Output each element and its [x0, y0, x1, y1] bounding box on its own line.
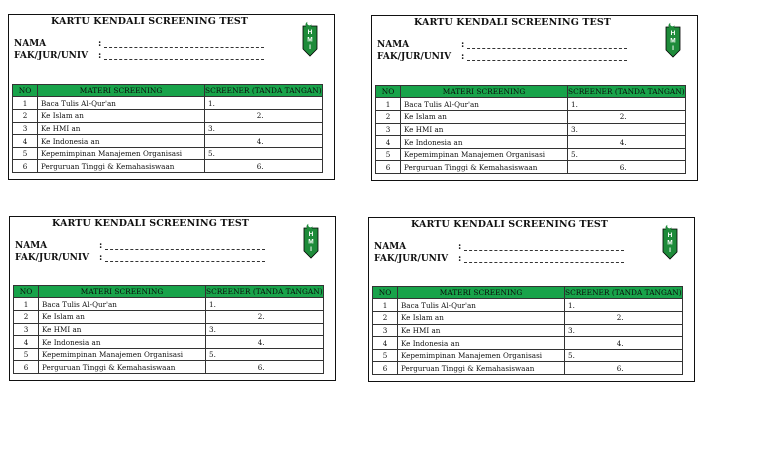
- header-no: NO: [373, 287, 398, 299]
- card-title: KARTU KENDALI SCREENING TEST: [51, 16, 248, 27]
- table-row: [373, 349, 683, 362]
- row-material: Perguruan Tinggi & Kemahasiswaan: [398, 362, 565, 375]
- header-screener: SCREENER (TANDA TANGAN): [205, 86, 322, 96]
- row-screener-signature[interactable]: 3.: [568, 123, 686, 136]
- table-row: [14, 311, 324, 324]
- table-row: [14, 348, 324, 361]
- header-material: MATERI SCREENING: [398, 287, 565, 299]
- faculty-label: FAK/JUR/UNIV: [15, 253, 90, 263]
- table-row: [14, 361, 324, 374]
- row-number: 1: [13, 97, 38, 110]
- table-header-row: [376, 86, 686, 98]
- row-screener-signature[interactable]: 2.: [568, 111, 686, 124]
- screening-table: [372, 286, 683, 375]
- row-number: 6: [376, 161, 401, 174]
- logo-letter-h: H: [307, 29, 313, 36]
- name-blank-line[interactable]: [467, 48, 627, 49]
- row-number: 3: [373, 324, 398, 337]
- table-row: [373, 324, 683, 337]
- row-number: 6: [14, 361, 39, 374]
- row-number: 6: [13, 160, 38, 173]
- faculty-colon: :: [458, 254, 462, 264]
- row-screener-signature[interactable]: 2.: [205, 110, 323, 123]
- card-title: KARTU KENDALI SCREENING TEST: [414, 17, 611, 28]
- table-row: [376, 98, 686, 111]
- row-material: Kepemimpinan Manajemen Organisasi: [39, 348, 206, 361]
- name-blank-line[interactable]: [104, 47, 264, 48]
- row-material: Ke HMI an: [39, 323, 206, 336]
- logo-letter-m: M: [667, 239, 673, 247]
- row-material: Ke Indonesia an: [39, 336, 206, 349]
- logo-letter-m: M: [308, 238, 314, 246]
- row-screener-signature[interactable]: 5.: [565, 349, 683, 362]
- name-field: [377, 40, 465, 50]
- row-screener-signature[interactable]: 3.: [205, 122, 323, 135]
- table-row: [373, 299, 683, 312]
- hmi-logo-icon: [303, 223, 319, 259]
- row-screener-signature[interactable]: 5.: [205, 147, 323, 160]
- row-screener-signature[interactable]: 2.: [565, 312, 683, 325]
- row-material: Baca Tulis Al-Qur'an: [39, 298, 206, 311]
- header-screener: SCREENER (TANDA TANGAN): [565, 288, 682, 298]
- table-header-row: [373, 287, 683, 299]
- name-field: [374, 242, 462, 252]
- name-label: NAMA: [15, 241, 48, 251]
- name-colon: :: [98, 39, 102, 49]
- row-material: Ke HMI an: [38, 122, 205, 135]
- row-material: Baca Tulis Al-Qur'an: [401, 98, 568, 111]
- row-screener-signature[interactable]: 6.: [206, 361, 324, 374]
- name-colon: :: [458, 242, 462, 252]
- row-screener-signature[interactable]: 5.: [568, 148, 686, 161]
- row-material: Perguruan Tinggi & Kemahasiswaan: [38, 160, 205, 173]
- row-material: Perguruan Tinggi & Kemahasiswaan: [39, 361, 206, 374]
- card-title: KARTU KENDALI SCREENING TEST: [411, 219, 608, 230]
- row-material: Kepemimpinan Manajemen Organisasi: [38, 147, 205, 160]
- header-material: MATERI SCREENING: [401, 86, 568, 98]
- table-row: [373, 362, 683, 375]
- row-material: Ke Islam an: [38, 110, 205, 123]
- row-number: 1: [376, 98, 401, 111]
- name-label: NAMA: [374, 242, 407, 252]
- logo-letter-i: I: [310, 246, 312, 253]
- row-number: 5: [373, 349, 398, 362]
- hmi-logo-icon: [665, 22, 681, 58]
- logo-letter-m: M: [670, 37, 676, 45]
- row-number: 2: [13, 110, 38, 123]
- row-number: 2: [376, 111, 401, 124]
- screening-card-3: [9, 216, 336, 381]
- header-screener: SCREENER (TANDA TANGAN): [206, 287, 323, 297]
- row-screener-signature[interactable]: 6.: [205, 160, 323, 173]
- row-material: Baca Tulis Al-Qur'an: [398, 299, 565, 312]
- table-row: [13, 147, 323, 160]
- row-number: 5: [376, 148, 401, 161]
- row-material: Perguruan Tinggi & Kemahasiswaan: [401, 161, 568, 174]
- row-screener-signature[interactable]: 6.: [565, 362, 683, 375]
- header-material: MATERI SCREENING: [38, 85, 205, 97]
- row-number: 6: [373, 362, 398, 375]
- row-number: 4: [13, 135, 38, 148]
- name-blank-line[interactable]: [105, 249, 265, 250]
- row-material: Kepemimpinan Manajemen Organisasi: [401, 148, 568, 161]
- table-row: [376, 161, 686, 174]
- screening-table: [375, 85, 686, 174]
- table-row: [376, 111, 686, 124]
- screening-card-1: [8, 14, 335, 180]
- table-row: [373, 337, 683, 350]
- screening-card-2: [371, 15, 698, 181]
- row-screener-signature[interactable]: 1.: [206, 298, 324, 311]
- table-row: [376, 136, 686, 149]
- row-number: 3: [13, 122, 38, 135]
- table-row: [14, 298, 324, 311]
- row-material: Ke Indonesia an: [398, 337, 565, 350]
- faculty-colon: :: [98, 51, 102, 61]
- faculty-field: [14, 51, 102, 61]
- header-no: NO: [14, 286, 39, 298]
- card-title: KARTU KENDALI SCREENING TEST: [52, 218, 249, 229]
- faculty-colon: :: [99, 253, 103, 263]
- table-row: [13, 135, 323, 148]
- row-number: 5: [13, 147, 38, 160]
- table-header-row: [13, 85, 323, 97]
- row-screener-signature[interactable]: 3.: [206, 323, 324, 336]
- screening-table: [13, 285, 324, 374]
- row-number: 5: [14, 348, 39, 361]
- name-colon: :: [99, 241, 103, 251]
- logo-letter-h: H: [308, 231, 314, 238]
- row-screener-signature[interactable]: 4.: [565, 337, 683, 350]
- header-material: MATERI SCREENING: [39, 286, 206, 298]
- row-material: Ke Islam an: [39, 311, 206, 324]
- name-label: NAMA: [377, 40, 410, 50]
- hmi-logo-icon: [302, 21, 318, 57]
- row-screener-signature[interactable]: 5.: [206, 348, 324, 361]
- table-row: [13, 110, 323, 123]
- row-number: 4: [14, 336, 39, 349]
- faculty-label: FAK/JUR/UNIV: [374, 254, 449, 264]
- table-header-row: [14, 286, 324, 298]
- screening-table: [12, 84, 323, 173]
- row-material: Baca Tulis Al-Qur'an: [38, 97, 205, 110]
- row-number: 3: [14, 323, 39, 336]
- row-number: 1: [373, 299, 398, 312]
- table-row: [13, 122, 323, 135]
- faculty-colon: :: [461, 52, 465, 62]
- table-row: [373, 312, 683, 325]
- faculty-label: FAK/JUR/UNIV: [377, 52, 452, 62]
- hmi-logo-icon: [662, 224, 678, 260]
- table-row: [13, 160, 323, 173]
- row-screener-signature[interactable]: 1.: [568, 98, 686, 111]
- row-number: 2: [373, 312, 398, 325]
- faculty-blank-line[interactable]: [464, 262, 624, 263]
- faculty-label: FAK/JUR/UNIV: [14, 51, 89, 61]
- row-material: Ke Indonesia an: [401, 136, 568, 149]
- row-screener-signature[interactable]: 1.: [205, 97, 323, 110]
- name-label: NAMA: [14, 39, 47, 49]
- logo-letter-i: I: [309, 44, 311, 51]
- table-row: [14, 336, 324, 349]
- name-colon: :: [461, 40, 465, 50]
- logo-letter-h: H: [670, 30, 676, 37]
- row-material: Ke Indonesia an: [38, 135, 205, 148]
- row-material: Ke HMI an: [398, 324, 565, 337]
- table-row: [376, 123, 686, 136]
- row-screener-signature[interactable]: 2.: [206, 311, 324, 324]
- row-screener-signature[interactable]: 6.: [568, 161, 686, 174]
- logo-letter-m: M: [307, 36, 313, 44]
- table-row: [376, 148, 686, 161]
- faculty-field: [374, 254, 462, 264]
- row-number: 4: [373, 337, 398, 350]
- row-screener-signature[interactable]: 3.: [565, 324, 683, 337]
- faculty-blank-line[interactable]: [105, 261, 265, 262]
- row-number: 1: [14, 298, 39, 311]
- screening-card-4: [368, 217, 695, 382]
- row-material: Ke HMI an: [401, 123, 568, 136]
- row-number: 4: [376, 136, 401, 149]
- faculty-blank-line[interactable]: [104, 59, 264, 60]
- name-blank-line[interactable]: [464, 250, 624, 251]
- row-screener-signature[interactable]: 4.: [206, 336, 324, 349]
- logo-letter-i: I: [669, 247, 671, 254]
- faculty-field: [377, 52, 465, 62]
- faculty-field: [15, 253, 103, 263]
- header-screener: SCREENER (TANDA TANGAN): [568, 87, 685, 97]
- table-row: [14, 323, 324, 336]
- header-no: NO: [13, 85, 38, 97]
- faculty-blank-line[interactable]: [467, 60, 627, 61]
- row-material: Ke Islam an: [401, 111, 568, 124]
- row-number: 3: [376, 123, 401, 136]
- row-number: 2: [14, 311, 39, 324]
- name-field: [15, 241, 103, 251]
- row-screener-signature[interactable]: 4.: [568, 136, 686, 149]
- row-screener-signature[interactable]: 1.: [565, 299, 683, 312]
- header-no: NO: [376, 86, 401, 98]
- logo-letter-i: I: [672, 45, 674, 52]
- table-row: [13, 97, 323, 110]
- row-material: Kepemimpinan Manajemen Organisasi: [398, 349, 565, 362]
- logo-letter-h: H: [667, 232, 673, 239]
- row-material: Ke Islam an: [398, 312, 565, 325]
- row-screener-signature[interactable]: 4.: [205, 135, 323, 148]
- name-field: [14, 39, 102, 49]
